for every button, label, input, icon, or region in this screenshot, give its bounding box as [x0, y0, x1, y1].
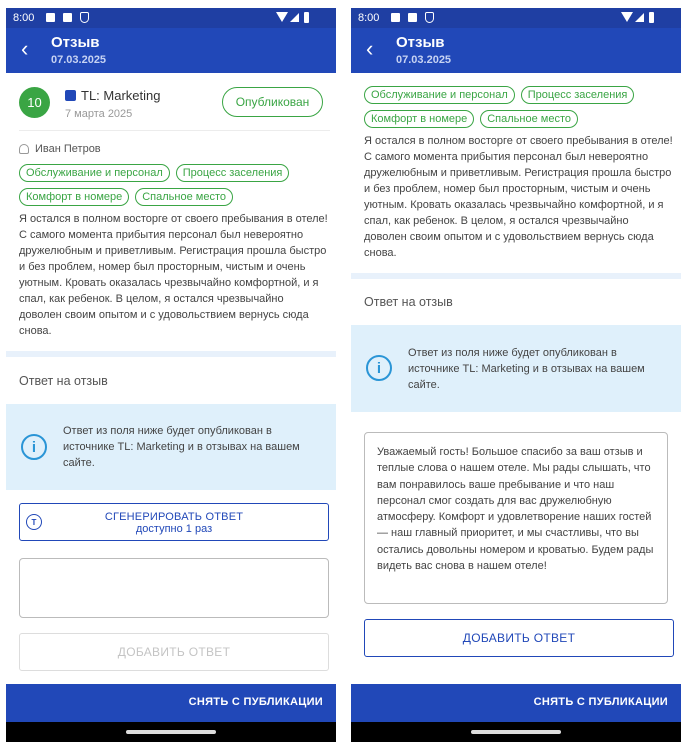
home-indicator[interactable]	[471, 730, 561, 734]
page-date: 07.03.2025	[51, 54, 107, 66]
review-date: 7 марта 2025	[65, 108, 133, 120]
tag: Процесс заселения	[521, 86, 635, 104]
response-section-title: Ответ на отзыв	[19, 374, 108, 388]
notification-icon	[63, 13, 72, 22]
bottom-bar	[351, 684, 681, 722]
response-section-title: Ответ на отзыв	[364, 295, 453, 309]
screen-right	[351, 8, 681, 742]
status-time: 8:00	[358, 12, 380, 24]
shield-icon	[425, 12, 434, 23]
sim-icon	[391, 13, 400, 22]
page-title: Отзыв	[51, 34, 100, 51]
wifi-icon	[276, 12, 288, 22]
back-arrow-icon[interactable]: ‹	[21, 36, 29, 61]
generate-label: СГЕНЕРИРОВАТЬ ОТВЕТ	[104, 511, 244, 523]
rating-badge: 10	[19, 87, 50, 118]
status-badge[interactable]: Опубликован	[222, 87, 323, 117]
generate-sublabel: доступно 1 раз	[135, 523, 213, 535]
generate-reply-button[interactable]	[19, 503, 329, 541]
tag-list	[19, 164, 328, 212]
shield-icon	[80, 12, 89, 23]
add-reply-button[interactable]: ДОБАВИТЬ ОТВЕТ	[19, 633, 329, 671]
tag: Комфорт в номере	[19, 188, 129, 206]
add-reply-button[interactable]: ДОБАВИТЬ ОТВЕТ	[364, 619, 674, 657]
source-icon	[65, 90, 76, 101]
review-source-name: TL: Marketing	[81, 88, 161, 103]
info-box	[351, 325, 681, 412]
signal-icon	[635, 13, 644, 22]
section-divider	[351, 273, 681, 279]
review-author	[19, 143, 101, 155]
status-bar	[6, 8, 336, 28]
back-arrow-icon[interactable]: ‹	[366, 36, 374, 61]
notification-icon	[408, 13, 417, 22]
tag: Обслуживание и персонал	[364, 86, 515, 104]
app-bar	[351, 28, 681, 73]
battery-icon	[304, 12, 309, 23]
review-source	[65, 88, 160, 103]
screen-left	[6, 8, 336, 742]
tag: Обслуживание и персонал	[19, 164, 170, 182]
review-text: Я остался в полном восторге от своего пребывания в отеле! С самого момента прибытия персонал был невероятно дружелюбным и приветливым. Регистрация прошла быстро и без проблем, номер был просторным, чистым и очень уютным. Кровать оказалась чрезвычайно комфортной, и я спал, как ребенок. В целом, я остался чрезвычайно доволен своим опытом и с удовольствием вернусь сюда снова.	[364, 135, 673, 259]
sim-icon	[46, 13, 55, 22]
info-text: Ответ из поля ниже будет опубликован в источнике TL: Marketing и в отзывах на вашем сайте.	[63, 425, 300, 469]
app-bar	[6, 28, 336, 73]
bottom-bar	[6, 684, 336, 722]
review-header	[6, 73, 336, 133]
author-name: Иван Петров	[35, 143, 101, 155]
reply-textarea[interactable]: Уважаемый гость! Большое спасибо за ваш отзыв и теплые слова о нашем отеле. Мы рады слышать, что вам понравилось ваше пребывание и что наш персонал смог создать для вас дружелюбную атмосферу. Комфорт и удовлетворение наших гостей — наш главный приоритет, и мы счастливы, что вы остались довольны номером и кроватью. Будем рады видеть вас снова в нашем отеле!	[364, 432, 668, 604]
tag-list	[364, 86, 673, 134]
status-time: 8:00	[13, 12, 35, 24]
section-divider	[6, 351, 336, 357]
status-bar	[351, 8, 681, 28]
wifi-icon	[621, 12, 633, 22]
tag: Спальное место	[135, 188, 233, 206]
tag: Процесс заселения	[176, 164, 290, 182]
unpublish-button[interactable]: СНЯТЬ С ПУБЛИКАЦИИ	[533, 696, 668, 708]
page-title: Отзыв	[396, 34, 445, 51]
person-icon	[19, 144, 29, 154]
signal-icon	[290, 13, 299, 22]
tag: Спальное место	[480, 110, 578, 128]
info-icon: i	[21, 434, 47, 460]
system-nav-bar	[6, 722, 336, 742]
battery-icon	[649, 12, 654, 23]
home-indicator[interactable]	[126, 730, 216, 734]
page-date: 07.03.2025	[396, 54, 452, 66]
unpublish-button[interactable]: СНЯТЬ С ПУБЛИКАЦИИ	[188, 696, 323, 708]
info-icon: i	[366, 355, 392, 381]
info-text: Ответ из поля ниже будет опубликован в источнике TL: Marketing и в отзывах на вашем сайте.	[408, 347, 645, 391]
tag: Комфорт в номере	[364, 110, 474, 128]
ai-generate-icon: T	[26, 514, 42, 530]
reply-input[interactable]	[19, 558, 329, 618]
divider	[19, 130, 330, 131]
review-text: Я остался в полном восторге от своего пребывания в отеле! С самого момента прибытия персонал был невероятно дружелюбным и приветливым. Регистрация прошла быстро и без проблем, номер был просторным, чистым и очень уютным. Кровать оказалась чрезвычайно комфортной, и я спал, как ребенок. В целом, я остался чрезвычайно доволен своим опытом и с удовольствием вернусь сюда снова.	[19, 213, 328, 337]
info-box	[6, 404, 336, 490]
system-nav-bar	[351, 722, 681, 742]
